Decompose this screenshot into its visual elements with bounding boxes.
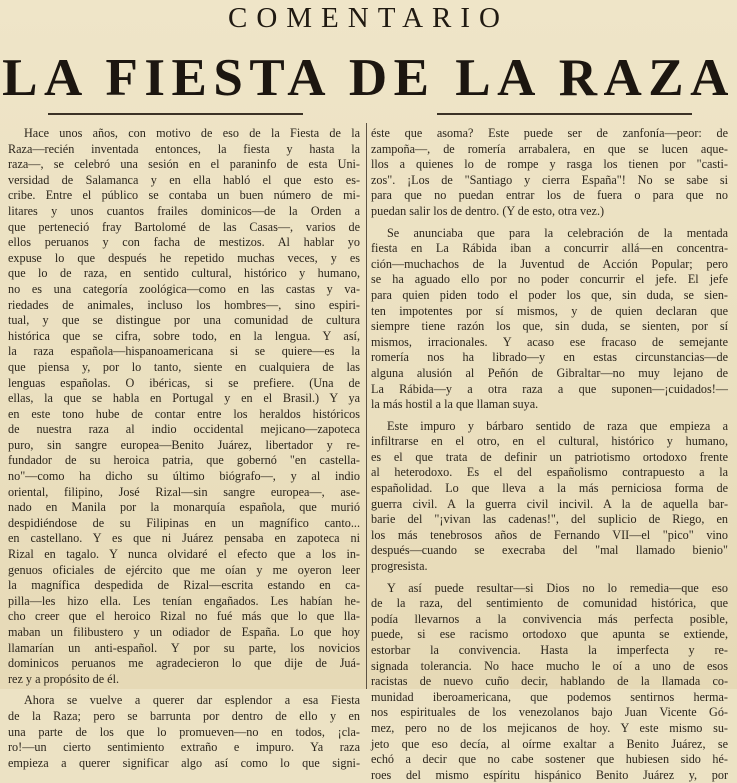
text-line: se ha aguado ello por no poder concurrir el jefe. El jefe xyxy=(371,272,728,287)
text-line: Ahora se vuelve a querer dar esplendor a esa Fiesta xyxy=(24,693,360,708)
text-line: infiltrarse en el otro, en el cultural, histórico y humano, xyxy=(371,434,728,449)
text-line: Rizal en tagalo. Y nunca olvidaré el efecto que a los in- xyxy=(8,547,360,562)
text-line: podía llevarnos a la convivencia más perfecta posible, xyxy=(371,611,728,626)
text-line: puede, si ese racismo ortodoxo que apunta se extiende, xyxy=(371,627,728,642)
text-line: de la raza, del sentimiento de comunidad histórica, que xyxy=(371,596,728,611)
text-line: ción—muchachos de la Juventud de Acción Popular; pero xyxy=(371,256,728,271)
text-line: Raza—recién inventada entonces, la fiesta y hasta la xyxy=(8,141,360,156)
text-line: estorbar la convivencia. Hasta la imperfecta y re- xyxy=(371,643,728,657)
article-headline: LA FIESTA DE LA RAZA xyxy=(2,49,735,107)
text-line: puro, sin sangre europea—Benito Juárez, libertador y re- xyxy=(8,437,360,452)
text-line: zampoña—, de romería arrabalera, en que se lucen aque- xyxy=(371,141,728,156)
text-line: genuos oficiales de ejército que me oían y me oyeron leer xyxy=(8,562,360,577)
text-line: despidiéndose de su Filipinas en un magnífico canto... xyxy=(8,515,360,530)
text-line: para que no puedan entrar los de fuera o para que no xyxy=(371,188,728,203)
text-line: una parte de los que lo promueven—no en todos, ¡cla- xyxy=(8,724,360,739)
text-line: ellas, la que se habla en Portugal y en el Brasil.) Y ya xyxy=(8,391,360,406)
text-line: que lo de raza, en sentido cultural, histórico y humano, xyxy=(8,266,360,281)
text-line: rez y a propósito de él. xyxy=(8,671,120,686)
headline-rule-right xyxy=(437,113,692,115)
text-line: es el que trata de definir un patriotismo ortodoxo frente xyxy=(371,449,728,464)
article-column-right xyxy=(371,126,728,783)
text-line: Hace unos años, con motivo de eso de la Fiesta de la xyxy=(24,126,360,140)
text-line: roes del mismo espíritu hispánico Benito Juárez y, por xyxy=(371,767,728,782)
column-divider xyxy=(366,123,367,689)
text-line: de nuestra raza al indio occidental mejicano—zapoteca xyxy=(8,422,360,437)
text-line: la raza española—hispanoamericana si se quiere—es la xyxy=(8,344,360,359)
text-line: de la Raza; pero se barrunta por dentro de ello y en xyxy=(8,708,360,723)
text-line: fiesta en La Rábida iban a concurrir allá—en concentra- xyxy=(371,241,728,256)
text-line: en este tono hube de contar entre los heraldos históricos xyxy=(8,406,360,421)
headline-rule-left xyxy=(48,113,303,115)
text-line: cribe. Entre el público se contaba un buen número de mi- xyxy=(8,188,360,203)
text-line: progresista. xyxy=(371,559,428,574)
text-line: barie del "¡vivan las cadenas!", del suplicio de Riego, en xyxy=(371,512,728,527)
text-line: litares y unos cuantos frailes dominicos—de la Orden a xyxy=(8,203,360,218)
text-line: empieza a querer significar algo así como lo que signi- xyxy=(8,755,360,770)
text-line: al heterodoxo. Es el del españolismo contrapuesto a la xyxy=(371,465,728,480)
text-line: guerra civil. A la guerra civil incivil. A la de aquella bar- xyxy=(371,496,728,511)
text-line: raza—, se celebró una sesión en el paraninfo de esta Uni- xyxy=(8,157,360,172)
text-line: Se anunciaba que para la celebración de la mentada xyxy=(387,225,728,240)
article-column-left xyxy=(8,126,360,771)
text-line: riedades de animales, incluso los hombres—, sino espiri- xyxy=(8,297,360,312)
text-line: llos a quienes lo de rompe y rasga los tienen por "casti- xyxy=(371,157,728,172)
text-line: no"—como ha dicho su último biógrafo—, y al indio xyxy=(8,469,360,484)
text-line: lenguas españolas. O ibéricas, si se prefiere. (Una de xyxy=(8,375,360,390)
text-line: mez, pero no de los mejicanos de hoy. Y este mismo su- xyxy=(371,720,728,735)
text-line: versidad de Salamanca y en ella habló el que esto es- xyxy=(8,172,360,187)
text-line: fundador de su heroica patria, que gobernó "en castella- xyxy=(8,453,360,468)
text-line: jeto que eso decía, al oírme exaltar a Benito Juárez, se xyxy=(371,736,728,751)
text-line: Y así puede resultar—si Dios no lo remedia—que eso xyxy=(387,580,728,595)
text-line: alguna alusión al Peñón de Gibraltar—no muy lejano de xyxy=(371,365,728,380)
text-line: siempre tiene razón los que, sin duda, se sienten, por sí xyxy=(371,319,728,334)
text-line: expuse lo que después he repetido muchas veces, y es xyxy=(8,250,360,265)
text-line: oriental, filipino, José Rizal—sin sangre europea—, ase- xyxy=(8,484,360,499)
text-line: romería nos ha librado—y en estas circunstancias—de xyxy=(371,350,728,365)
text-line: ellos peruanos y con facha de mestizos. Al hablar yo xyxy=(8,235,360,250)
section-kicker: COMENTARIO xyxy=(227,2,509,34)
text-line: Este impuro y bárbaro sentido de raza que empieza a xyxy=(387,418,728,433)
text-line: maban un filibustero y un odiador de España. Lo que hoy xyxy=(8,625,360,639)
text-line: dominicos peruanos me agradecieron lo que dije de Juá- xyxy=(8,656,360,671)
text-line: éste que asoma? Este puede ser de zanfonía—peor: de xyxy=(371,126,728,140)
text-line: cho creer que el heroico Rizal no fué más que lo que lla- xyxy=(8,609,360,624)
text-line: nos espirituales de los venezolanos bajo Juan Vicente Gó- xyxy=(371,705,728,720)
text-line: ten impotentes por sí mismos, y de quien declaran que xyxy=(371,303,728,318)
text-line: puedan salir los de dentro. (Y de esto, otra vez.) xyxy=(371,203,605,218)
text-line: pilla—les hizo ella. Les tenían engañados. Les habían he- xyxy=(8,593,360,608)
text-line: que perteneció fray Bartolomé de las Casas—, varios de xyxy=(8,219,360,234)
text-line: racistas de nuevo cuño decir, hablando de la llamada co- xyxy=(371,674,728,689)
text-line: histórica que se cifra, sobre todo, en la lengua. Y así, xyxy=(8,328,360,343)
text-line: munidad iberoamericana, que podemos sentirnos herma- xyxy=(371,689,728,704)
text-line: mismos, irracionales. Y acaso ese fracaso de semejante xyxy=(371,334,728,349)
text-line: para quien piden todo el poder los que, sin duda, se sien- xyxy=(371,287,728,302)
text-line: signada tolerancia. No hace mucho le oí a uno de esos xyxy=(371,658,728,673)
text-line: La Rábida—y a otra raza a que suponen—¡cuidados!— xyxy=(371,381,728,396)
text-line: que piensa y, por lo tanto, siente en cualquiera de las xyxy=(8,359,360,374)
text-line: los más tenebrosos años de Fernando VII—el "pico" vino xyxy=(371,527,728,542)
text-line: llamarían un anti-español. Y por su parte, los novicios xyxy=(8,640,360,655)
text-line: tual, y que se distingue por una comunidad de cultura xyxy=(8,313,360,328)
text-line: no es una categoría zoológica—como en las castas y va- xyxy=(8,281,360,296)
text-line: después—cuando se execraba del "mal llamado bienio" xyxy=(371,543,728,558)
text-line: zos". ¡Los de "Santiago y cierra España"! No se sabe si xyxy=(371,172,728,187)
text-line: la magnífica despedida de Rizal—escrita estando en ca- xyxy=(8,578,360,593)
text-line: en castellano. Y es que ni Juárez pensaba en zapoteca ni xyxy=(8,531,360,546)
text-line: echó a decir que no cabe sostener que hubiesen sido hé- xyxy=(371,752,728,767)
text-line: ro!—un cierto sentimiento extraño e impuro. Ya raza xyxy=(8,740,360,755)
text-line: españolidad. Lo que lleva a la más perniciosa forma de xyxy=(371,481,728,496)
text-line: la más hostil a la que llaman suya. xyxy=(371,397,539,412)
text-line: nado en Manila por la monarquía española, que murió xyxy=(8,500,360,515)
